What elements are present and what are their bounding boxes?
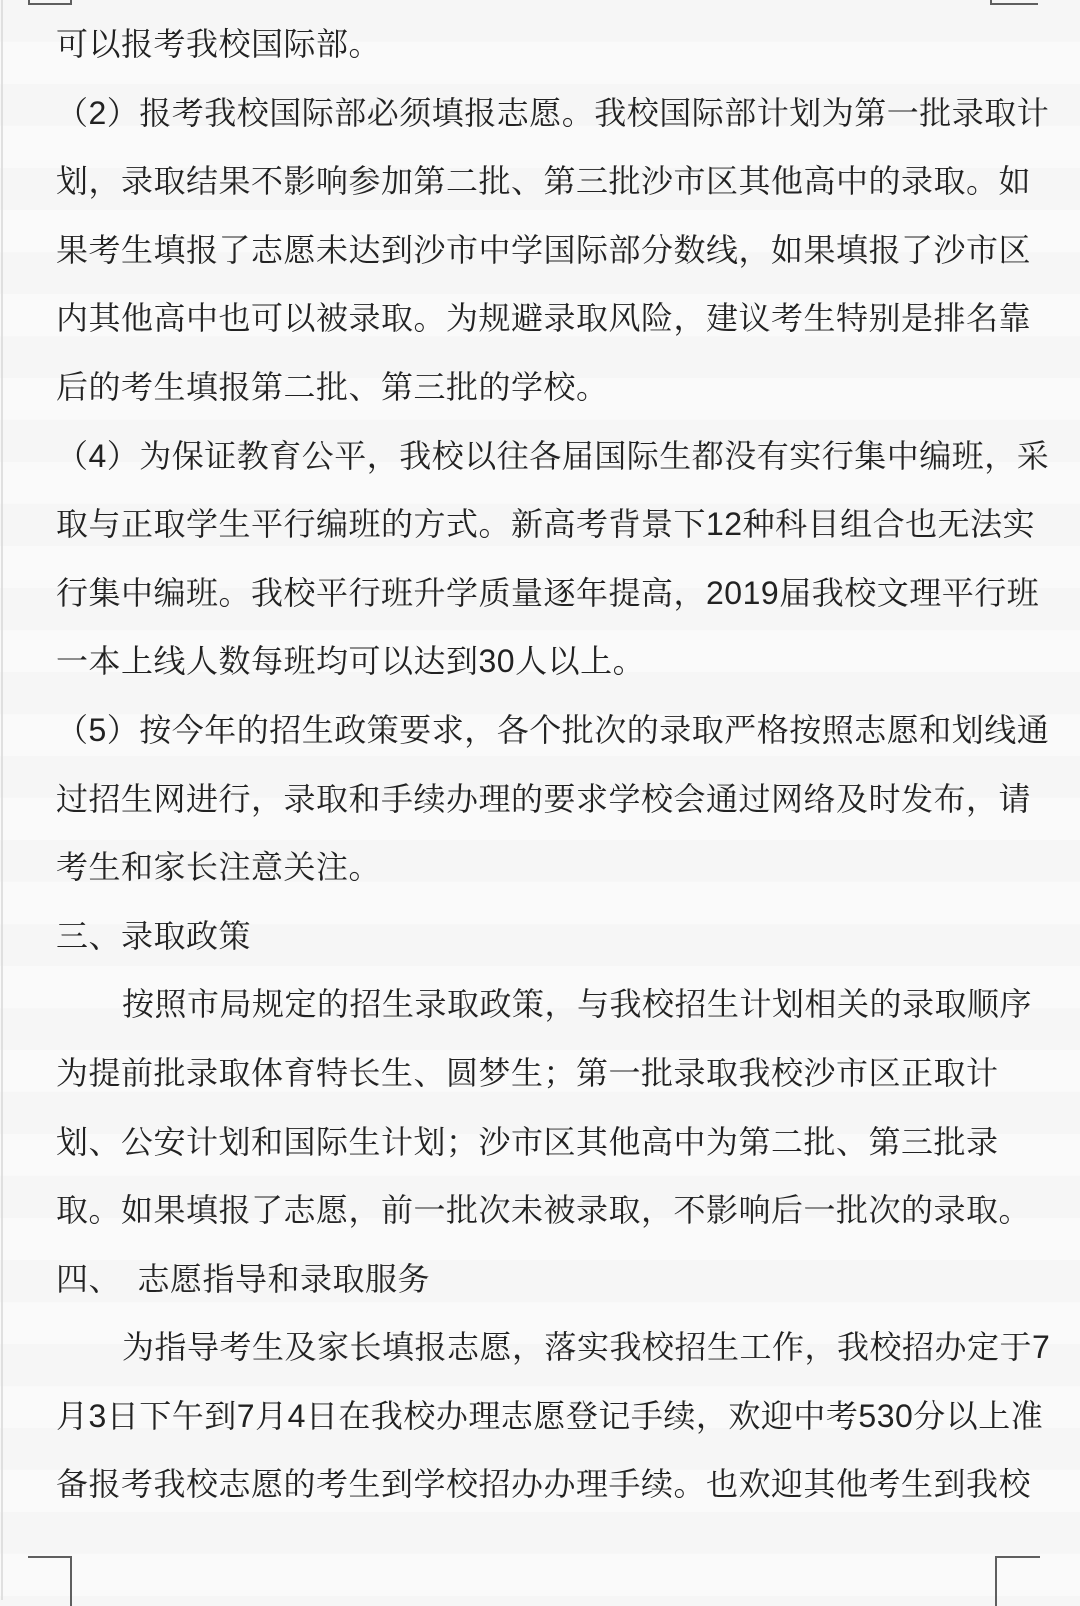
- text-line: 月3日下午到7月4日在我校办理志愿登记手续，欢迎中考530分以上准: [56, 1397, 1044, 1434]
- document-text-block: [56, 10, 1051, 1519]
- text-line: 果考生填报了志愿未达到沙市中学国际部分数线，如果填报了沙市区: [56, 231, 1032, 268]
- section-heading-line: 四、 志愿指导和录取服务: [56, 1260, 431, 1297]
- text-line: （4）为保证教育公平，我校以往各届国际生都没有实行集中编班，采: [56, 437, 1050, 474]
- text-line: 为提前批录取体育特长生、圆梦生；第一批录取我校沙市区正取计: [56, 1054, 999, 1091]
- text-line: 内其他高中也可以被录取。为规避录取风险，建议考生特别是排名靠: [56, 300, 1032, 337]
- left-scan-edge-artifact: [1, 0, 3, 1600]
- text-line: 划，录取结果不影响参加第二批、第三批沙市区其他高中的录取。如: [56, 163, 1032, 200]
- text-line: 取。如果填报了志愿，前一批次未被录取，不影响后一批次的录取。: [56, 1192, 1032, 1229]
- text-line: 按照市局规定的招生录取政策，与我校招生计划相关的录取顺序: [122, 986, 1033, 1023]
- text-line: 后的考生填报第二批、第三批的学校。: [56, 368, 609, 405]
- text-line: 为指导考生及家长填报志愿，落实我校招生工作，我校招办定于7: [122, 1329, 1051, 1366]
- text-line: （5）按今年的招生政策要求，各个批次的录取严格按照志愿和划线通: [56, 711, 1050, 748]
- text-line: 可以报考我校国际部。: [56, 26, 382, 62]
- text-line: 行集中编班。我校平行班升学质量逐年提高，2019届我校文理平行班: [56, 574, 1040, 611]
- cropped-box-fragment-bottom-left: [28, 1556, 72, 1606]
- cropped-box-fragment-top-left: [28, 0, 72, 5]
- section-heading-line: 三、录取政策: [56, 917, 252, 954]
- text-line: 取与正取学生平行编班的方式。新高考背景下12种科目组合也无法实: [56, 506, 1036, 543]
- cropped-box-fragment-bottom-right: [995, 1556, 1040, 1606]
- text-line: 考生和家长注意关注。: [56, 849, 382, 886]
- text-line: 过招生网进行，录取和手续办理的要求学校会通过网络及时发布，请: [56, 780, 1032, 817]
- text-line: 备报考我校志愿的考生到学校招办办理手续。也欢迎其他考生到我校: [56, 1466, 1032, 1503]
- text-line: （2）报考我校国际部必须填报志愿。我校国际部计划为第一批录取计: [56, 94, 1050, 131]
- cropped-box-fragment-top-right: [990, 0, 1038, 5]
- text-line: 一本上线人数每班均可以达到30人以上。: [56, 643, 646, 680]
- text-line: 划、公安计划和国际生计划；沙市区其他高中为第二批、第三批录: [56, 1123, 999, 1160]
